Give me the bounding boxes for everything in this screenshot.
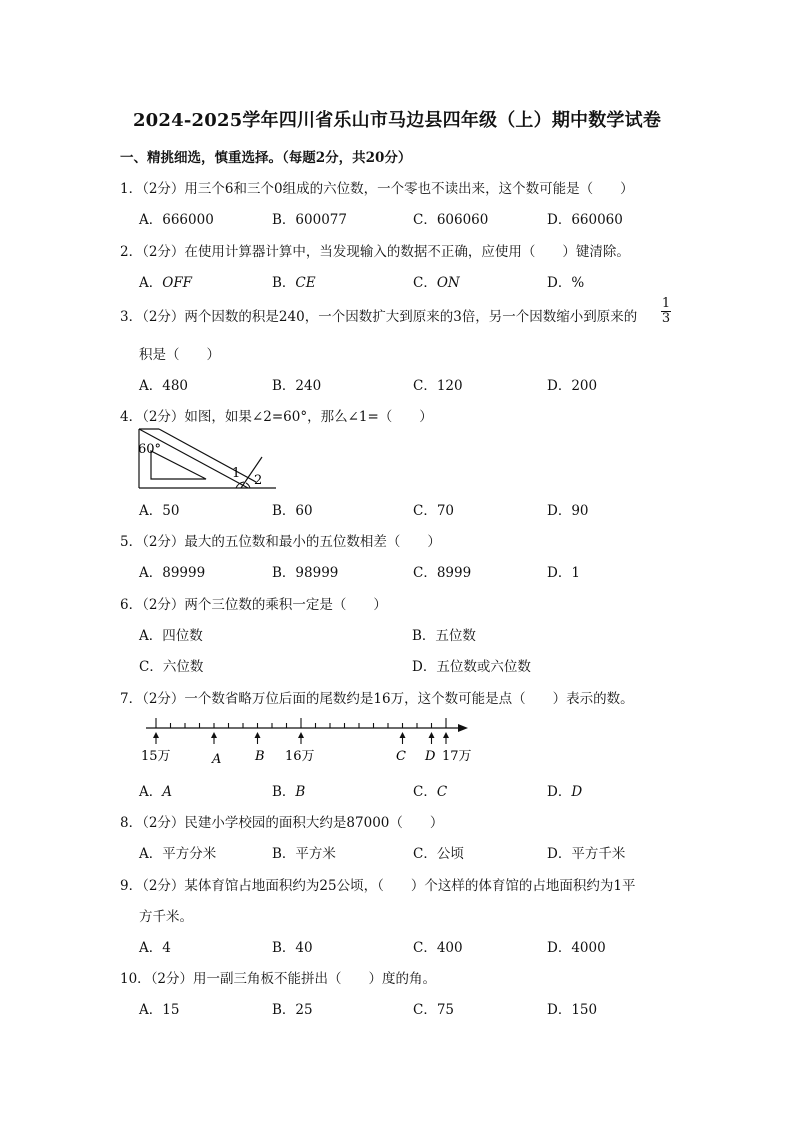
question-number: 6． xyxy=(120,597,143,613)
label-16wan: 16万 xyxy=(285,749,315,764)
option-d[interactable]: D．平方千米 xyxy=(547,846,626,862)
question-2 xyxy=(120,240,630,260)
question-10 xyxy=(120,967,436,987)
option-letter: D． xyxy=(547,784,572,800)
question-stem: （2分）民建小学校园的面积大约是87000（ ） xyxy=(142,815,444,831)
label-point-a: A xyxy=(212,752,222,767)
fraction-numerator: 1 xyxy=(661,296,671,311)
option-letter: B． xyxy=(272,275,296,291)
label-point-b: B xyxy=(255,749,265,764)
option-value: C xyxy=(436,784,448,800)
option-b[interactable]: B．25 xyxy=(272,1002,313,1018)
option-d[interactable] xyxy=(547,780,582,800)
option-b[interactable]: B．五位数 xyxy=(412,628,476,644)
option-value: OFF xyxy=(162,275,193,291)
question-stem: （2分）某体育馆占地面积约为25公顷，（ ）个这样的体育馆的占地面积约为1平 xyxy=(142,878,636,894)
option-a[interactable]: A．50 xyxy=(139,503,180,519)
option-d[interactable]: D．660060 xyxy=(547,212,623,228)
question-stem: （2分）如图，如果∠2=60°，那么∠1=（ ） xyxy=(142,409,433,425)
option-c[interactable] xyxy=(413,271,460,291)
option-b[interactable] xyxy=(272,780,305,800)
question-stem: （2分）在使用计算器计算中，当发现输入的数据不正确，应使用（ ）键清除。 xyxy=(142,244,630,260)
pointer-arrowhead xyxy=(153,732,159,738)
option-b[interactable]: B．40 xyxy=(272,940,313,956)
option-d[interactable]: D．1 xyxy=(547,565,580,581)
option-value: B xyxy=(295,784,306,800)
triangle-ruler-figure xyxy=(136,426,281,492)
question-9-continued: 方千米。 xyxy=(139,909,193,925)
question-6 xyxy=(120,593,387,613)
label-point-c: C xyxy=(396,749,406,764)
question-stem: （2分）一个数省略万位后面的尾数约是16万，这个数可能是点（ ）表示的数。 xyxy=(142,691,634,707)
question-number: 1． xyxy=(120,181,143,197)
fraction-denominator: 3 xyxy=(661,311,671,326)
question-number: 8． xyxy=(120,815,143,831)
pointer-arrowhead xyxy=(255,732,261,738)
question-stem: （2分）用一副三角板不能拼出（ ）度的角。 xyxy=(150,971,437,987)
option-a[interactable]: A．480 xyxy=(139,378,189,394)
option-d[interactable] xyxy=(547,271,584,291)
question-number: 3． xyxy=(120,309,143,325)
number-line-figure xyxy=(136,712,476,770)
fraction-one-third xyxy=(661,297,671,326)
option-d[interactable]: D．90 xyxy=(547,503,589,519)
option-a[interactable] xyxy=(139,271,192,291)
option-c[interactable]: C．400 xyxy=(413,940,463,956)
option-a[interactable]: A．666000 xyxy=(139,212,214,228)
option-c[interactable]: C．公顷 xyxy=(413,846,464,862)
ruler-outer-edge xyxy=(159,429,256,482)
number-line-arrowhead xyxy=(458,724,468,732)
option-value: ON xyxy=(436,275,460,291)
question-stem: （2分）两个三位数的乘积一定是（ ） xyxy=(142,597,387,613)
question-8 xyxy=(120,811,443,831)
label-point-d: D xyxy=(425,749,436,764)
option-d[interactable]: D．五位数或六位数 xyxy=(412,659,531,675)
option-value: A xyxy=(162,784,172,800)
option-letter: A． xyxy=(139,784,163,800)
option-d[interactable]: D．4000 xyxy=(547,940,606,956)
option-c[interactable]: C．606060 xyxy=(413,212,489,228)
question-number: 10． xyxy=(120,971,151,987)
option-b[interactable] xyxy=(272,271,316,291)
option-a[interactable]: A．平方分米 xyxy=(139,846,217,862)
option-b[interactable]: B．98999 xyxy=(272,565,339,581)
option-a[interactable]: A．4 xyxy=(139,940,171,956)
question-3 xyxy=(120,305,637,325)
option-c[interactable]: C．75 xyxy=(413,1002,455,1018)
option-letter: A． xyxy=(139,275,163,291)
option-a[interactable]: A．15 xyxy=(139,1002,180,1018)
option-letter: D． xyxy=(547,275,572,291)
question-number: 5． xyxy=(120,534,143,550)
pointer-arrowhead xyxy=(429,732,435,738)
page-title: 2024-2025学年四川省乐山市马边县四年级（上）期中数学试卷 xyxy=(132,110,662,131)
question-7 xyxy=(120,687,634,707)
pointer-arrowhead xyxy=(443,732,449,738)
pointer-arrowhead xyxy=(400,732,406,738)
label-angle-2: 2 xyxy=(254,473,263,488)
option-c[interactable] xyxy=(413,780,447,800)
question-9 xyxy=(120,874,635,894)
section-heading: 一、精挑细选，慎重选择。（每题2分，共20分） xyxy=(120,150,412,166)
question-number: 2． xyxy=(120,244,143,260)
option-b[interactable]: B．60 xyxy=(272,503,313,519)
question-number: 7． xyxy=(120,691,143,707)
option-c[interactable]: C．120 xyxy=(413,378,463,394)
question-4 xyxy=(120,405,433,425)
option-value: CE xyxy=(295,275,316,291)
number-line-pointers xyxy=(153,732,449,744)
option-b[interactable]: B．600077 xyxy=(272,212,347,228)
question-5 xyxy=(120,530,441,550)
option-a[interactable] xyxy=(139,780,172,800)
option-c[interactable]: C．六位数 xyxy=(139,659,204,675)
question-3-continued: 积是（ ） xyxy=(139,347,220,363)
label-angle-1: 1 xyxy=(232,466,241,481)
label-60-degree: 60° xyxy=(138,442,162,457)
question-number: 4． xyxy=(120,409,143,425)
option-letter: C． xyxy=(413,784,437,800)
question-number: 9． xyxy=(120,878,143,894)
option-d[interactable]: D．200 xyxy=(547,378,598,394)
option-d[interactable]: D．150 xyxy=(547,1002,598,1018)
option-c[interactable]: C．70 xyxy=(413,503,455,519)
option-c[interactable]: C．8999 xyxy=(413,565,472,581)
question-stem: （2分）最大的五位数和最小的五位数相差（ ） xyxy=(142,534,441,550)
number-line-ticks xyxy=(156,718,446,728)
pointer-arrowhead xyxy=(298,732,304,738)
option-letter: B． xyxy=(272,784,296,800)
question-1 xyxy=(120,177,634,197)
option-value: D xyxy=(571,784,583,800)
label-15wan: 15万 xyxy=(141,749,171,764)
option-letter: C． xyxy=(413,275,437,291)
option-b[interactable]: B．平方米 xyxy=(272,846,336,862)
option-value: % xyxy=(571,275,585,291)
pointer-arrowhead xyxy=(211,732,217,738)
option-a[interactable]: A．四位数 xyxy=(139,628,203,644)
option-b[interactable]: B．240 xyxy=(272,378,322,394)
question-stem: （2分）用三个6和三个0组成的六位数，一个零也不读出来，这个数可能是（ ） xyxy=(142,181,634,197)
label-17wan: 17万 xyxy=(442,749,472,764)
option-a[interactable]: A．89999 xyxy=(139,565,206,581)
question-stem: （2分）两个因数的积是240，一个因数扩大到原来的3倍，另一个因数缩小到原来的 xyxy=(142,309,638,325)
